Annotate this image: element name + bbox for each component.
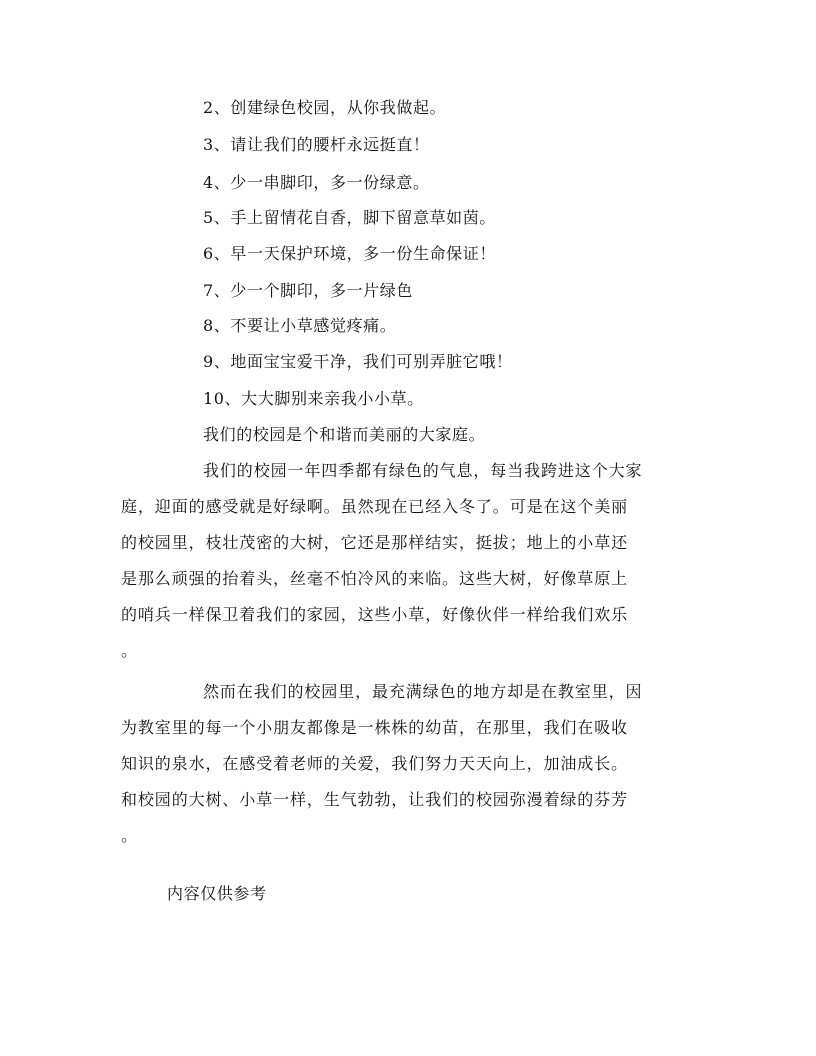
slogan-item: 8、不要让小草感觉疼痛。 <box>203 316 397 335</box>
slogan-item: 3、请让我们的腰杆永远挺直！ <box>203 135 430 154</box>
slogan-item: 2、创建绿色校园，从你我做起。 <box>203 98 447 117</box>
paragraph-1-line: 的哨兵一样保卫着我们的家园，这些小草，好像伙伴一样给我们欢乐 <box>121 605 629 624</box>
paragraph-2-line: 。 <box>121 826 138 845</box>
paragraph-1-line: 是那么顽强的抬着头，丝毫不怕冷风的来临。这些大树，好像草原上 <box>121 569 629 588</box>
slogan-item: 6、早一天保护环境，多一份生命保证！ <box>203 244 496 263</box>
paragraph-2-line: 和校园的大树、小草一样，生气勃勃，让我们的校园弥漫着绿的芬芳 <box>121 790 629 809</box>
slogan-item: 7、少一个脚印，多一片绿色 <box>203 281 413 300</box>
slogan-item: 4、少一串脚印，多一份绿意。 <box>203 173 430 192</box>
paragraph-1-line: 我们的校园一年四季都有绿色的气息，每当我跨进这个大家 <box>203 461 643 480</box>
paragraph-1-line: 庭，迎面的感受就是好绿啊。虽然现在已经入冬了。可是在这个美丽 <box>121 497 629 516</box>
paragraph-2-line: 知识的泉水，在感受着老师的关爱，我们努力天天向上，加油成长。 <box>121 754 629 773</box>
section-heading: 我们的校园是个和谐而美丽的大家庭。 <box>203 425 486 444</box>
slogan-item: 5、手上留情花自香，脚下留意草如茵。 <box>203 208 496 227</box>
slogan-item: 10、大大脚别来亲我小小草。 <box>203 389 424 408</box>
paragraph-1-line: 的校园里，枝壮茂密的大树，它还是那样结实，挺拔；地上的小草还 <box>121 533 629 552</box>
paragraph-2-line: 然而在我们的校园里，最充满绿色的地方却是在教室里，因 <box>203 682 643 701</box>
slogan-item: 9、地面宝宝爱干净，我们可别弄脏它哦！ <box>203 352 513 371</box>
paragraph-2-line: 为教室里的每一个小朋友都像是一株株的幼苗，在那里，我们在吸收 <box>121 718 629 737</box>
footer-note: 内容仅供参考 <box>167 884 267 903</box>
paragraph-1-line: 。 <box>121 641 138 660</box>
